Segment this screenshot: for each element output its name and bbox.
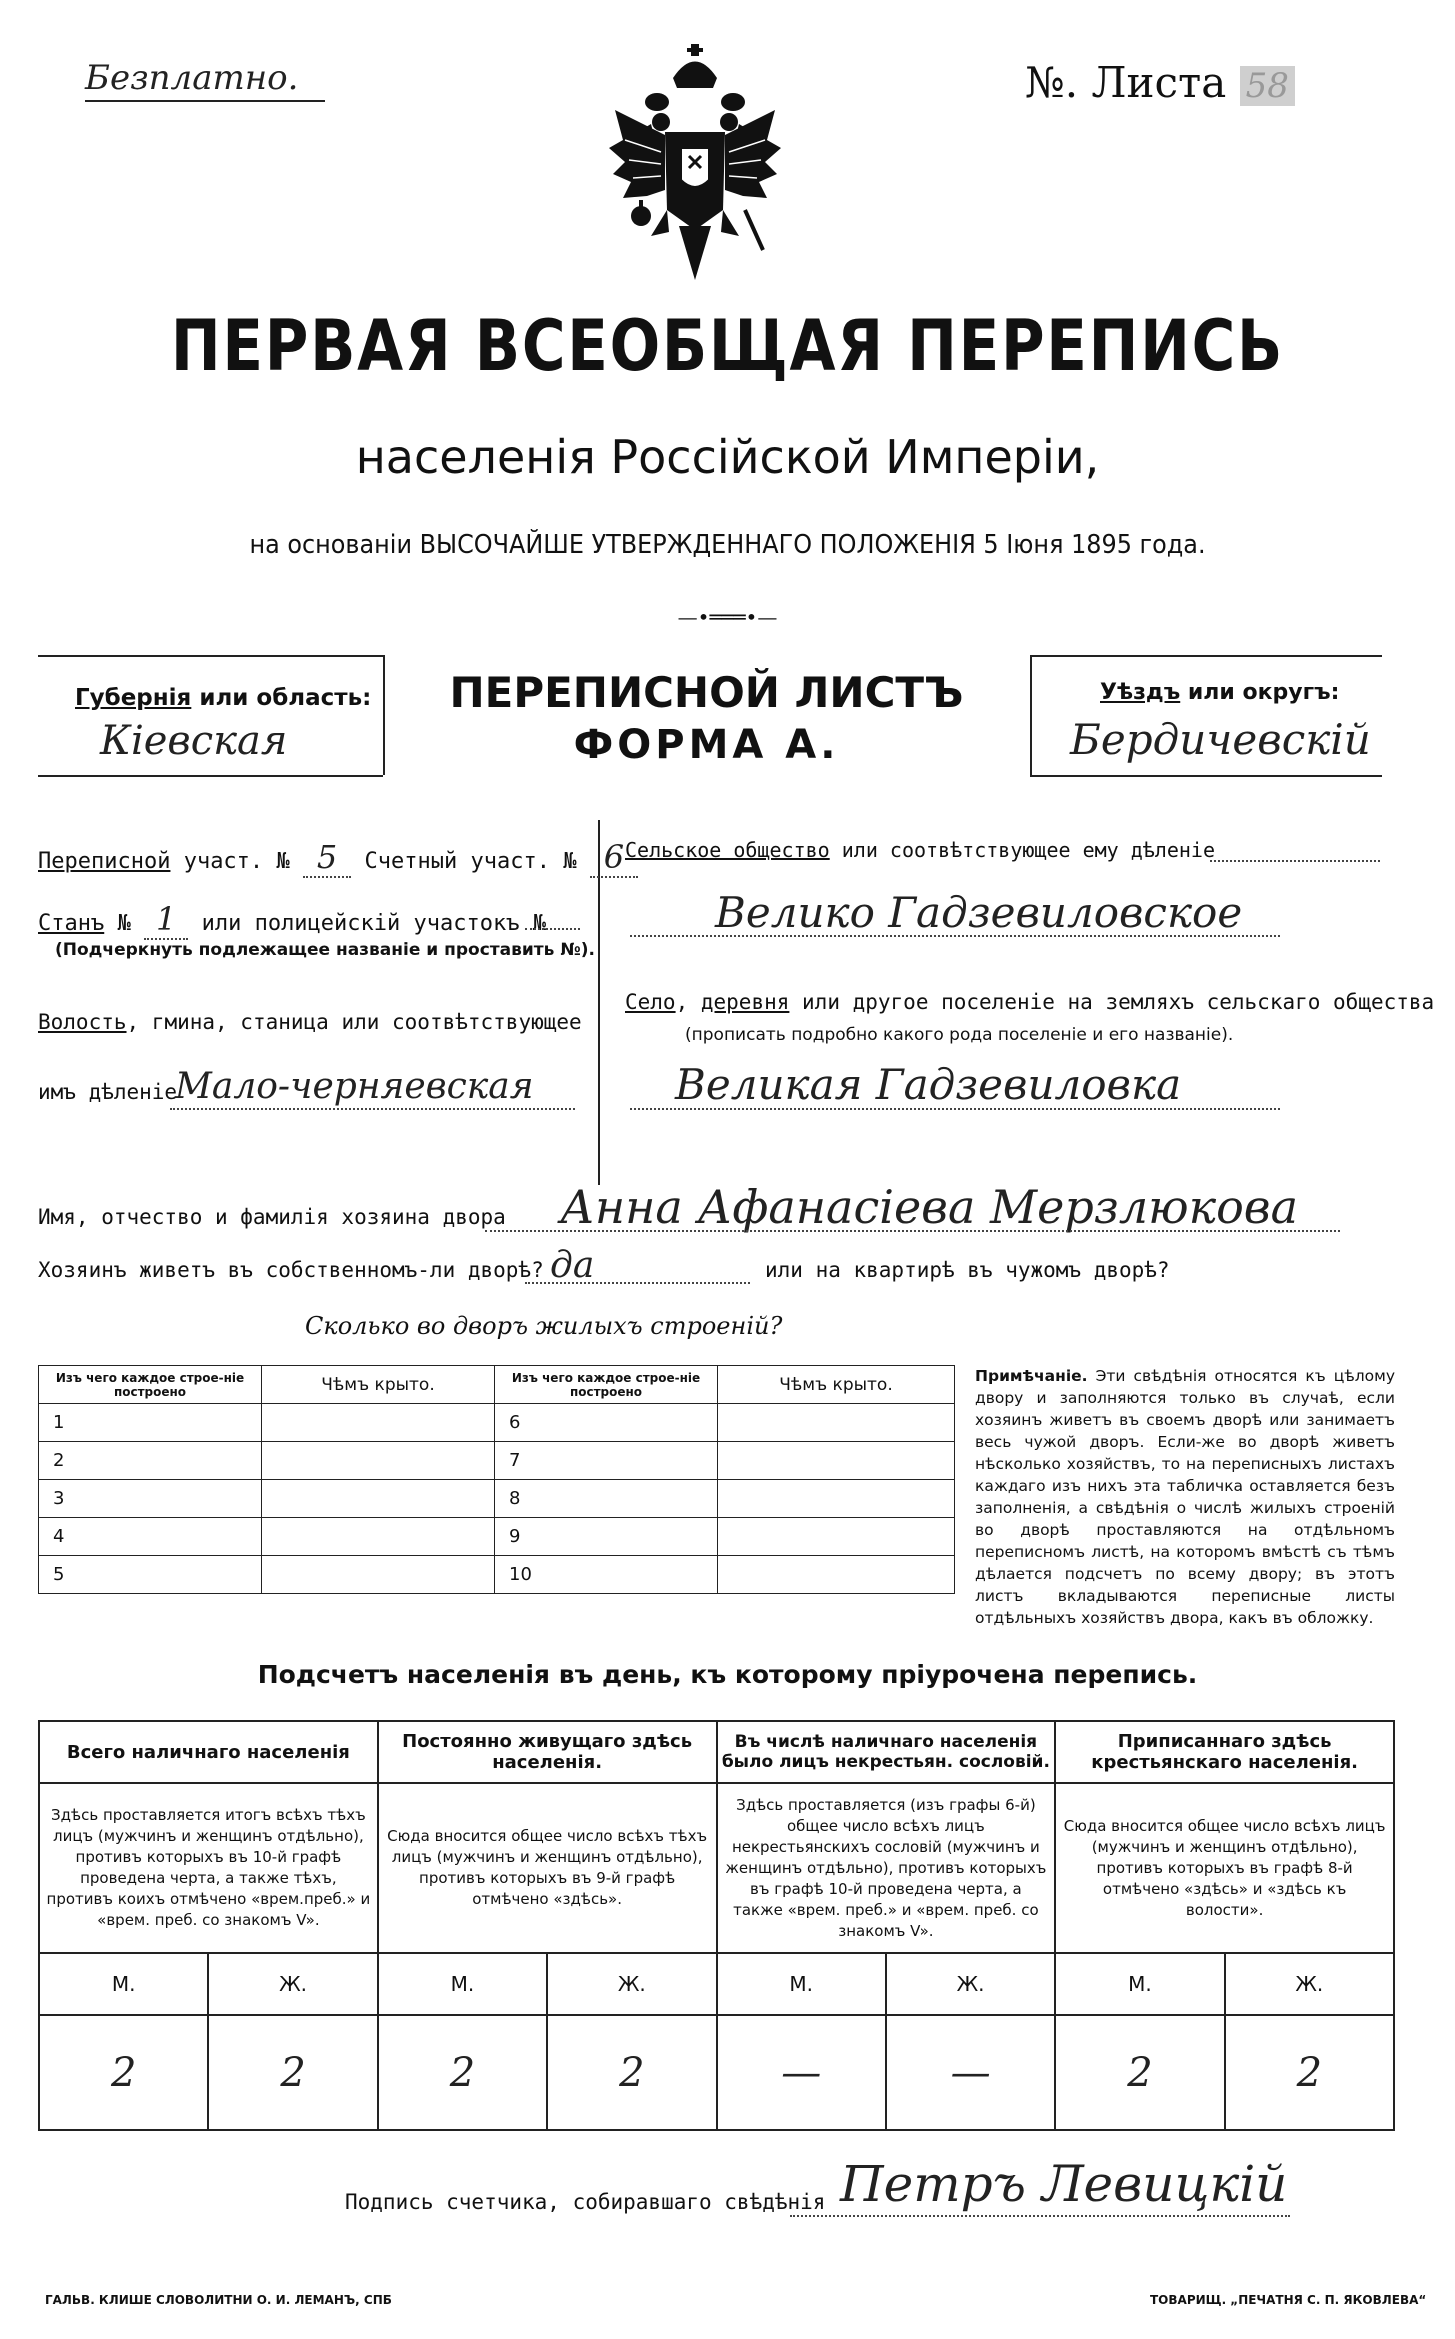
sex-label-m: М. bbox=[378, 1953, 547, 2015]
gubernia-label-rest: или область: bbox=[191, 685, 372, 711]
sheet-number bbox=[1025, 58, 1295, 107]
buildings-table bbox=[38, 1365, 955, 1594]
uchastok-row bbox=[38, 838, 638, 876]
sheet-number-label: №. Листа bbox=[1025, 58, 1227, 107]
obshchestvo-label: или соотвѣтствующее ему дѣленіе bbox=[829, 838, 1216, 862]
buildings-note bbox=[975, 1365, 1395, 1629]
uchastok-label-underlined: Переписной bbox=[38, 849, 171, 874]
buildings-roof-cell bbox=[262, 1442, 495, 1480]
schet-value: 6 bbox=[590, 838, 638, 878]
count-description: Сюда вносится общее число всѣхъ лицъ (мужчинъ и женщинъ отдѣльно), противъ которыхъ въ графѣ 8-й отмѣчено «здѣсь» и «здѣсь къ волости». bbox=[1055, 1783, 1394, 1953]
stan-label: № bbox=[104, 911, 131, 936]
signature-label: Подпись счетчика, собиравшаго свѣдѣнія bbox=[345, 2190, 826, 2214]
count-header: Въ числѣ наличнаго населенія было лицъ некрестьян. сословій. bbox=[717, 1721, 1056, 1783]
form-subtitle: ФОРМА А. bbox=[573, 722, 840, 768]
buildings-row-num: 7 bbox=[495, 1442, 718, 1480]
owner-lives-label: Хозяинъ живетъ въ собственномъ-ли дворѣ? bbox=[38, 1258, 544, 1282]
buildings-roof-cell bbox=[718, 1404, 955, 1442]
signature-value: Петръ Левицкій bbox=[840, 2155, 1288, 2213]
buildings-col-built: Изъ чего каждое строе-ніе построено bbox=[39, 1366, 262, 1404]
buildings-question: Сколько во дворъ жилыхъ строеній? bbox=[305, 1312, 783, 1340]
uezd-label-underlined: Уѣздъ bbox=[1100, 680, 1181, 705]
gubernia-value: Кіевская bbox=[100, 718, 288, 764]
population-count-table bbox=[38, 1720, 1395, 2131]
count-value: 2 bbox=[1055, 2015, 1224, 2130]
selo-label-rest: или другое поселеніе на земляхъ сельскаго общества bbox=[789, 990, 1435, 1014]
selo-label-underlined: Село bbox=[625, 990, 676, 1014]
owner-name-label: Имя, отчество и фамилія хозяина двора bbox=[38, 1205, 506, 1229]
buildings-roof-cell bbox=[262, 1480, 495, 1518]
owner-lives-alt: или на квартирѣ въ чужомъ дворѣ? bbox=[765, 1258, 1170, 1282]
count-header: Постоянно живущаго здѣсь населенія. bbox=[378, 1721, 717, 1783]
sex-label-m: М. bbox=[39, 1953, 208, 2015]
obshchestvo-row bbox=[625, 838, 1215, 862]
stan-value: 1 bbox=[144, 900, 188, 940]
sex-label-f: Ж. bbox=[1225, 1953, 1394, 2015]
count-value: — bbox=[886, 2015, 1055, 2130]
count-description: Здѣсь проставляется итогъ всѣхъ тѣхъ лицъ (мужчинъ и женщинъ отдѣльно), противъ которыхъ въ 10-й графѣ проведена черта, а также тѣхъ, противъ коихъ отмѣчено «врем.преб.» и «врем. преб. со знакомъ V». bbox=[39, 1783, 378, 1953]
imperial-eagle-emblem bbox=[595, 40, 795, 295]
sex-label-m: М. bbox=[717, 1953, 886, 2015]
footer-left-imprint: ГАЛЬВ. КЛИШЕ СЛОВОЛИТНИ О. И. ЛЕМАНЪ, СПБ bbox=[45, 2293, 392, 2307]
footer-right-imprint: ТОВАРИЩ. „ПЕЧАТНЯ С. П. ЯКОВЛЕВА“ bbox=[1150, 2293, 1427, 2307]
free-stamp: Безплатно. bbox=[85, 58, 299, 98]
gubernia-label-underlined: Губернія bbox=[75, 685, 192, 711]
obshchestvo-value: Велико Гадзевиловское bbox=[715, 888, 1243, 937]
sex-label-f: Ж. bbox=[886, 1953, 1055, 2015]
uezd-label bbox=[1100, 680, 1339, 705]
gubernia-label bbox=[75, 685, 371, 711]
buildings-roof-cell bbox=[718, 1480, 955, 1518]
buildings-note-text: Эти свѣдѣнія относятся къ цѣлому двору и заполняются только въ случаѣ, если хозяинъ живетъ въ своемъ дворѣ или занимаетъ весь чужой дворъ. Если-же во дворѣ живетъ нѣсколько хозяйствъ, то на переписныхъ листахъ каждаго изъ нихъ эта табличка оставляется безъ заполненія, а свѣдѣнія о числѣ жилыхъ строеній во дворѣ проставляются на отдѣльномъ переписномъ листѣ, на которомъ вмѣстѣ съ тѣмъ дѣлается подсчетъ по всему двору; въ этотъ листъ вкладываются переписные листы отдѣльныхъ хозяйствъ двора, какъ въ обложку. bbox=[975, 1367, 1395, 1627]
selo-label-sep: , bbox=[675, 990, 701, 1014]
stan-note: (Подчеркнуть подлежащее названіе и проставить №). bbox=[55, 940, 595, 960]
form-title: ПЕРЕПИСНОЙ ЛИСТЪ bbox=[449, 668, 964, 717]
count-value: 2 bbox=[208, 2015, 377, 2130]
count-value: — bbox=[717, 2015, 886, 2130]
buildings-col-roof: Чѣмъ крыто. bbox=[262, 1366, 495, 1404]
buildings-row-num: 3 bbox=[39, 1480, 262, 1518]
selo-row bbox=[625, 990, 1434, 1014]
selo-note: (прописать подробно какого рода поселеніе и его названіе). bbox=[685, 1025, 1234, 1045]
volost-label-underlined: Волость bbox=[38, 1010, 127, 1034]
uezd-value: Бердичевскій bbox=[1070, 715, 1371, 764]
buildings-roof-cell bbox=[718, 1556, 955, 1594]
buildings-row-num: 2 bbox=[39, 1442, 262, 1480]
buildings-roof-cell bbox=[262, 1404, 495, 1442]
buildings-note-label: Примѣчаніе. bbox=[975, 1367, 1088, 1385]
derevnya-label-underlined: деревня bbox=[700, 990, 790, 1014]
count-value: 2 bbox=[547, 2015, 716, 2130]
sex-label-m: М. bbox=[1055, 1953, 1224, 2015]
count-header: Всего наличнаго населенія bbox=[39, 1721, 378, 1783]
buildings-roof-cell bbox=[718, 1442, 955, 1480]
census-subtitle: населенія Россійской Имперіи, bbox=[355, 430, 1100, 484]
buildings-col-roof-2: Чѣмъ крыто. bbox=[718, 1366, 955, 1404]
buildings-row-num: 1 bbox=[39, 1404, 262, 1442]
stan-row bbox=[38, 900, 546, 938]
owner-lives-value: да bbox=[550, 1245, 595, 1286]
count-description: Сюда вносится общее число всѣхъ тѣхъ лицъ (мужчинъ и женщинъ отдѣльно), противъ которыхъ въ 9-й графѣ отмѣчено «здѣсь». bbox=[378, 1783, 717, 1953]
sheet-number-value: 58 bbox=[1240, 66, 1295, 106]
census-basis: на основаніи ВЫСОЧАЙШЕ УТВЕРЖДЕННАГО ПОЛОЖЕНІЯ 5 Іюня 1895 года. bbox=[249, 530, 1206, 560]
count-value: 2 bbox=[39, 2015, 208, 2130]
buildings-row-num: 8 bbox=[495, 1480, 718, 1518]
buildings-col-built-2: Изъ чего каждое строе-ніе построено bbox=[495, 1366, 718, 1404]
uezd-label-rest: или округъ: bbox=[1180, 680, 1340, 705]
selo-value: Великая Гадзевиловка bbox=[675, 1060, 1182, 1109]
count-description: Здѣсь проставляется (изъ графы 6-й) общее число всѣхъ лицъ некрестьянскихъ сословій (мужчинъ и женщинъ отдѣльно), противъ которыхъ въ графѣ 10-й проведена черта, а также «врем. преб.» и «врем. преб. со знакомъ V». bbox=[717, 1783, 1056, 1953]
buildings-row-num: 6 bbox=[495, 1404, 718, 1442]
buildings-roof-cell bbox=[262, 1518, 495, 1556]
count-value: 2 bbox=[1225, 2015, 1394, 2130]
uchastok-label: участ. № bbox=[170, 849, 290, 874]
buildings-row-num: 4 bbox=[39, 1518, 262, 1556]
owner-name-value: Анна Афанасіева Мерзлюкова bbox=[560, 1180, 1298, 1234]
buildings-row-num: 9 bbox=[495, 1518, 718, 1556]
obshchestvo-label-underlined: Сельское общество bbox=[625, 838, 830, 862]
count-header: Приписаннаго здѣсь крестьянскаго населенія. bbox=[1055, 1721, 1394, 1783]
buildings-roof-cell bbox=[718, 1518, 955, 1556]
count-title: Подсчетъ населенія въ день, къ которому пріурочена перепись. bbox=[257, 1660, 1198, 1689]
police-label: или полицейскій участокъ № bbox=[201, 911, 546, 936]
volost-row-2 bbox=[38, 1080, 177, 1104]
volost-row bbox=[38, 1010, 582, 1034]
count-value: 2 bbox=[378, 2015, 547, 2130]
uchastok-value: 5 bbox=[303, 838, 351, 878]
sex-label-f: Ж. bbox=[208, 1953, 377, 2015]
buildings-row-num: 5 bbox=[39, 1556, 262, 1594]
volost-label: , гмина, станица или соотвѣтствующее bbox=[126, 1010, 582, 1034]
schet-label: Счетный участ. № bbox=[364, 849, 577, 874]
volost-label-2: имъ дѣленіе bbox=[38, 1080, 178, 1104]
stan-label-underlined: Станъ bbox=[38, 911, 105, 936]
census-title: ПЕРВАЯ ВСЕОБЩАЯ ПЕРЕПИСЬ bbox=[170, 305, 1285, 387]
volost-value: Мало-черняевская bbox=[175, 1066, 534, 1107]
sex-label-f: Ж. bbox=[547, 1953, 716, 2015]
buildings-roof-cell bbox=[262, 1556, 495, 1594]
buildings-row-num: 10 bbox=[495, 1556, 718, 1594]
ornamental-divider: —•═══•— bbox=[677, 605, 778, 629]
